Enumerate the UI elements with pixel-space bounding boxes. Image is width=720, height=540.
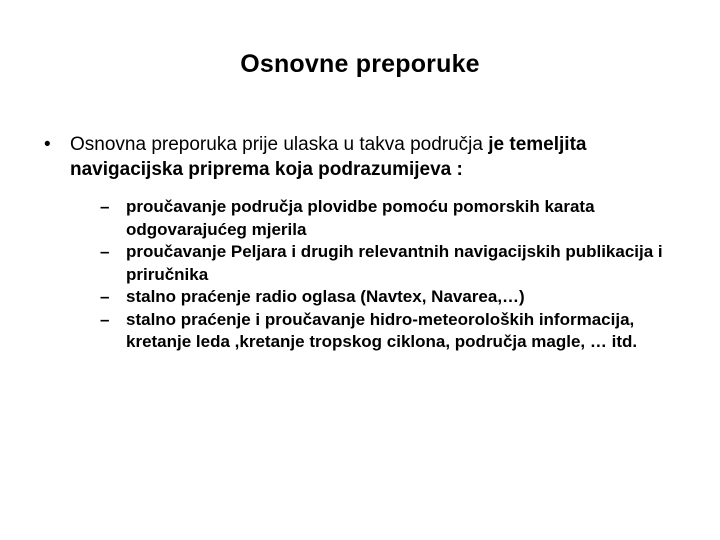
sub-bullet bbox=[100, 286, 700, 309]
dash-marker: – bbox=[100, 242, 110, 261]
sub-bullet-text: stalno praćenje i proučavanje hidro-meteoroloških informacija, kretanje leda ,kretanje tropskog ciklona, područja magle, … itd. bbox=[126, 309, 638, 351]
sub-bullet bbox=[100, 241, 700, 286]
sub-bullet bbox=[100, 196, 700, 241]
main-bullet-text-bold: je temeljita navigacijska priprema koja podrazumijeva : bbox=[70, 134, 587, 180]
dash-marker: – bbox=[100, 287, 110, 306]
slide-title: Osnovne preporuke bbox=[240, 50, 480, 78]
sub-bullet-text: proučavanje područja plovidbe pomoću pomorskih karata odgovarajućeg mjerila bbox=[126, 197, 595, 239]
sub-bullet-text: stalno praćenje radio oglasa (Navtex, Navarea,…) bbox=[126, 287, 525, 306]
dash-marker: – bbox=[100, 309, 110, 329]
main-bullet-text-normal: Osnovna preporuka prije ulaska u takva područja bbox=[70, 134, 489, 155]
bullet-marker: • bbox=[44, 134, 51, 155]
sub-bullet-list bbox=[100, 196, 700, 354]
main-bullet bbox=[44, 132, 694, 182]
sub-bullet bbox=[100, 309, 700, 354]
sub-bullet-text: proučavanje Peljara i drugih relevantnih navigacijskih publikacija i priručnika bbox=[126, 242, 663, 284]
dash-marker: – bbox=[100, 197, 110, 216]
main-bullet-text bbox=[70, 132, 694, 182]
